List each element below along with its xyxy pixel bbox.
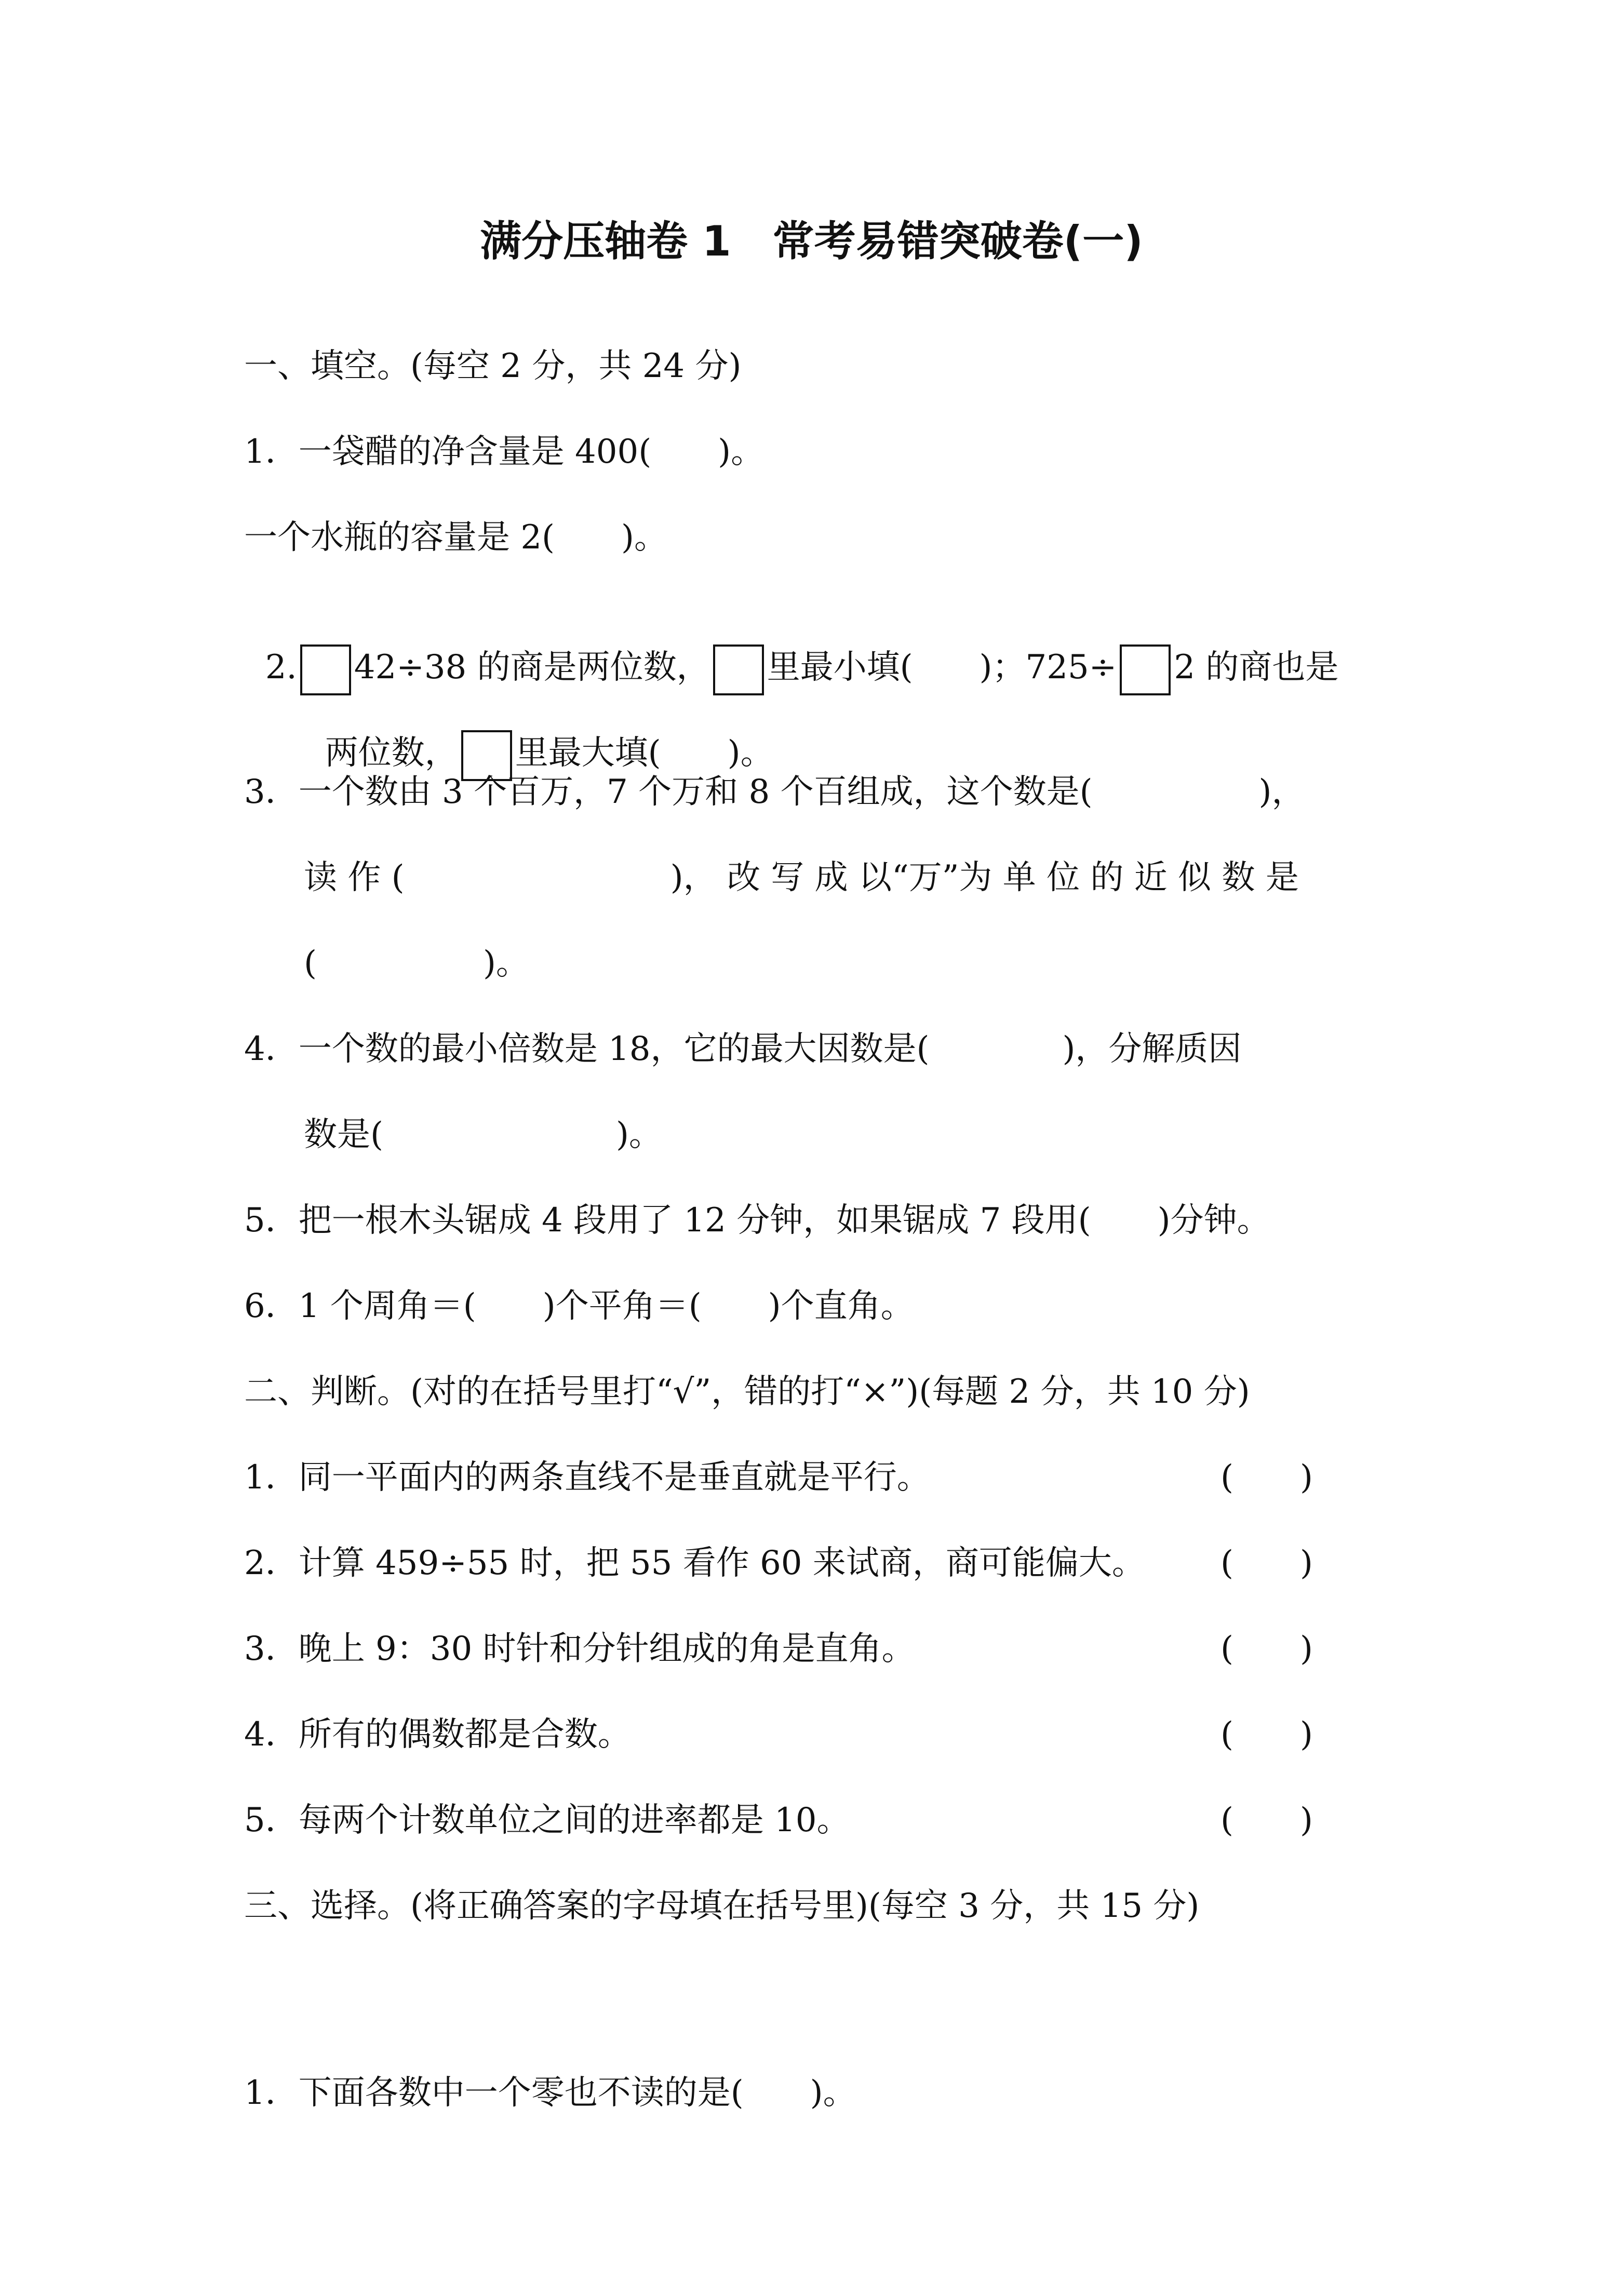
question-2-number: 2. <box>265 648 297 687</box>
question-2-line-2-text-2: 里最大填( )。 <box>515 734 774 772</box>
question-3-line-3: ( )。 <box>304 944 529 983</box>
choice-question-1: 1．下面各数中一个零也不读的是( )。 <box>244 2074 856 2112</box>
question-2-text-2: 里最小填( )；725÷ <box>767 648 1117 687</box>
answer-paren: ( ) <box>1220 1801 1313 1840</box>
judge-item-2: 2．计算 459÷55 时，把 55 看作 60 来试商，商可能偏大。 <box>244 1544 1145 1582</box>
question-5: 5．把一根木头锯成 4 段用了 12 分钟，如果锯成 7 段用( )分钟。 <box>244 1201 1270 1240</box>
question-2-text-1: 42÷38 的商是两位数， <box>354 648 710 687</box>
question-2-line-2-text-1: 两位数， <box>325 734 458 772</box>
answer-paren: ( ) <box>1220 1458 1313 1497</box>
question-1-line-2: 一个水瓶的容量是 2( )。 <box>244 518 667 557</box>
question-3-line-1: 3．一个数由 3 个百万，7 个万和 8 个百组成，这个数是( )， <box>244 773 1305 811</box>
section-3-heading: 三、选择。(将正确答案的字母填在括号里)(每空 3 分，共 15 分) <box>244 1887 1200 1925</box>
judge-item-4: 4．所有的偶数都是合数。 <box>244 1715 631 1754</box>
section-1-heading: 一、填空。(每空 2 分，共 24 分) <box>244 347 742 385</box>
answer-paren: ( ) <box>1220 1715 1313 1754</box>
judge-item-1: 1．同一平面内的两条直线不是垂直就是平行。 <box>244 1458 930 1497</box>
page-title: 满分压轴卷 1 常考易错突破卷(一) <box>480 217 1143 265</box>
question-2-text-3: 2 的商也是 <box>1174 648 1339 687</box>
blank-box <box>1120 645 1171 695</box>
section-2-heading: 二、判断。(对的在括号里打“√”，错的打“×”)(每题 2 分，共 10 分) <box>244 1373 1250 1411</box>
question-1-line-1: 1．一袋醋的净含量是 400( )。 <box>244 433 764 471</box>
question-6: 6．1 个周角＝( )个平角＝( )个直角。 <box>244 1287 914 1325</box>
answer-paren: ( ) <box>1220 1544 1313 1582</box>
question-4-line-2: 数是( )。 <box>304 1116 662 1154</box>
question-2-line-2 <box>304 683 774 781</box>
question-2-line-1 <box>244 597 1338 695</box>
judge-item-5: 5．每两个计数单位之间的进率都是 10。 <box>244 1801 850 1840</box>
judge-item-3: 3．晚上 9：30 时针和分针组成的角是直角。 <box>244 1630 915 1668</box>
answer-paren: ( ) <box>1220 1630 1313 1668</box>
question-3-line-2: 读 作 ( )， 改 写 成 以“万”为 单 位 的 近 似 数 是 <box>304 858 1299 897</box>
question-4-line-1: 4．一个数的最小倍数是 18，它的最大因数是( )，分解质因 <box>244 1030 1242 1068</box>
